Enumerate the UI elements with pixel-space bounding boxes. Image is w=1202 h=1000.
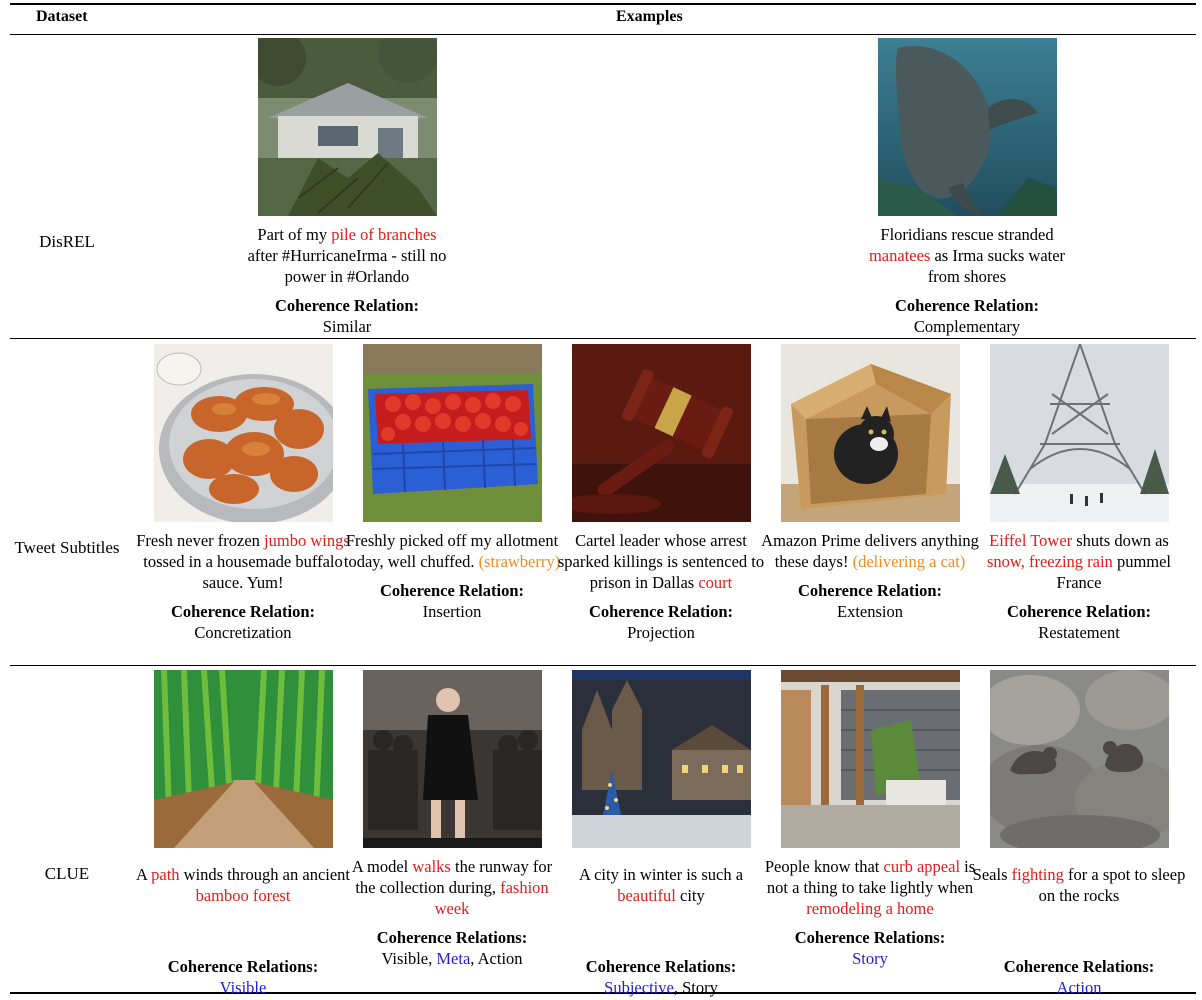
example-caption [551, 530, 771, 593]
text-segment: Floridians rescue stranded [880, 225, 1054, 244]
text-segment: the runway for the collection during, [355, 857, 553, 897]
example-caption [551, 864, 771, 906]
text-segment: is not a thing to take lightly when [766, 857, 976, 897]
text-segment: fashion week [434, 878, 549, 918]
row-rule-2 [10, 665, 1196, 666]
text-segment: Amazon Prime delivers anything these days! [761, 531, 979, 571]
text-segment: A city in winter is such a [578, 865, 744, 884]
text-segment: pummel France [1056, 552, 1172, 592]
text-segment: (delivering a cat) [852, 552, 966, 571]
text-segment: Similar [322, 317, 372, 336]
text-segment: walks [412, 857, 451, 876]
dataset-label-disrel: DisREL [39, 232, 95, 251]
example-cell [133, 344, 353, 643]
cat-in-box-image [781, 344, 960, 522]
header-dataset: Dataset [36, 8, 88, 25]
dataset-label-tweet-subtitles: Tweet Subtitles [14, 538, 120, 557]
coherence-relation-value [760, 948, 980, 969]
example-caption [760, 856, 980, 919]
example-caption [342, 530, 562, 572]
text-segment: Meta [436, 949, 471, 968]
porch-pergola-image [781, 670, 960, 848]
gavel-image [572, 344, 751, 522]
example-cell [551, 670, 771, 998]
text-segment: jumbo wings [264, 531, 350, 550]
coherence-relation-value [551, 622, 771, 643]
example-cell [760, 670, 980, 969]
winter-city-image [572, 670, 751, 848]
example-cell [237, 38, 457, 337]
example-cell [760, 344, 980, 622]
coherence-relation-value [133, 622, 353, 643]
text-segment: (strawberry) [478, 552, 561, 571]
coherence-relation-value [342, 601, 562, 622]
text-segment: Eiffel Tower [989, 531, 1073, 550]
text-segment: court [698, 573, 733, 592]
house-branches-image [258, 38, 437, 216]
example-cell [969, 670, 1189, 998]
text-segment: Cartel leader whose arrest sparked killings is sentenced to prison in Dallas [557, 531, 765, 592]
text-segment: Restatement [1038, 623, 1120, 642]
example-caption [133, 530, 353, 593]
text-segment: snow, freezing rain [986, 552, 1113, 571]
text-segment: tossed in a housemade buffalo sauce. Yum! [143, 552, 343, 592]
coherence-relation-value [969, 977, 1189, 998]
text-segment: Part of my [257, 225, 332, 244]
coherence-relation-label: Coherence Relations: [585, 957, 737, 976]
text-segment: Fresh never frozen [136, 531, 265, 550]
coherence-relation-label: Coherence Relations: [376, 928, 528, 947]
text-segment: Freshly picked off my allotment today, well chuffed. [343, 531, 559, 571]
example-cell [342, 344, 562, 622]
top-rule [10, 3, 1196, 5]
text-segment: Subjective [604, 978, 674, 997]
coherence-relation-label: Coherence Relation: [274, 296, 420, 315]
text-segment: Action [1056, 978, 1102, 997]
coherence-relation-label: Coherence Relation: [894, 296, 1040, 315]
text-segment: Seals [972, 865, 1012, 884]
chicken-wings-image [154, 344, 333, 522]
text-segment: winds through an ancient [179, 865, 351, 884]
text-segment: Projection [627, 623, 695, 642]
text-segment: fighting [1011, 865, 1064, 884]
coherence-relation-value [969, 622, 1189, 643]
text-segment: Visible, [381, 949, 437, 968]
example-cell [857, 38, 1077, 337]
example-caption [969, 530, 1189, 593]
text-segment: Visible [219, 978, 267, 997]
header-rule [10, 34, 1196, 35]
text-segment: shuts down as [1072, 531, 1169, 550]
text-segment: , Action [470, 949, 523, 968]
example-cell [969, 344, 1189, 643]
coherence-relation-label: Coherence Relations: [794, 928, 946, 947]
example-caption [760, 530, 980, 572]
coherence-relation-label: Coherence Relation: [797, 581, 943, 600]
text-segment: after #HurricaneIrma - still no power in #Orlando [247, 246, 447, 286]
coherence-relation-label: Coherence Relation: [588, 602, 734, 621]
text-segment: city [675, 886, 705, 905]
text-segment: beautiful [617, 886, 676, 905]
example-cell [342, 670, 562, 969]
example-cell [551, 344, 771, 643]
text-segment: pile of branches [331, 225, 437, 244]
dataset-label-clue: CLUE [44, 864, 90, 883]
text-segment: A [135, 865, 152, 884]
text-segment: remodeling a home [806, 899, 934, 918]
runway-model-image [363, 670, 542, 848]
coherence-relation-value [760, 601, 980, 622]
bamboo-forest-image [154, 670, 333, 848]
text-segment: Concretization [194, 623, 292, 642]
coherence-relation-label: Coherence Relation: [379, 581, 525, 600]
coherence-relation-value [551, 977, 771, 998]
example-caption [237, 224, 457, 287]
example-caption [133, 864, 353, 906]
text-segment: curb appeal [883, 857, 961, 876]
text-segment: , Story [673, 978, 718, 997]
coherence-relation-label: Coherence Relations: [1003, 957, 1155, 976]
text-segment: as Irma sucks water from shores [927, 246, 1066, 286]
text-segment: Story [852, 949, 888, 968]
example-cell [133, 670, 353, 998]
text-segment: Insertion [422, 602, 482, 621]
seals-on-rocks-image [990, 670, 1169, 848]
manatee-image [878, 38, 1057, 216]
strawberries-image [363, 344, 542, 522]
text-segment: Complementary [913, 317, 1021, 336]
example-caption [342, 856, 562, 919]
coherence-relation-label: Coherence Relations: [167, 957, 319, 976]
example-caption [969, 864, 1189, 906]
row-rule-1 [10, 338, 1196, 339]
header-examples: Examples [616, 8, 683, 25]
coherence-relation-value [237, 316, 457, 337]
text-segment: People know that [764, 857, 884, 876]
coherence-relation-value [133, 977, 353, 998]
text-segment: path [151, 865, 180, 884]
example-caption [857, 224, 1077, 287]
coherence-relation-value [342, 948, 562, 969]
coherence-relation-label: Coherence Relation: [170, 602, 316, 621]
text-segment: bamboo forest [195, 886, 291, 905]
text-segment: A model [351, 857, 413, 876]
text-segment: Extension [837, 602, 903, 621]
text-segment: manatees [868, 246, 931, 265]
text-segment: for a spot to sleep on the rocks [1038, 865, 1186, 905]
eiffel-tower-image [990, 344, 1169, 522]
coherence-relation-label: Coherence Relation: [1006, 602, 1152, 621]
coherence-relation-value [857, 316, 1077, 337]
